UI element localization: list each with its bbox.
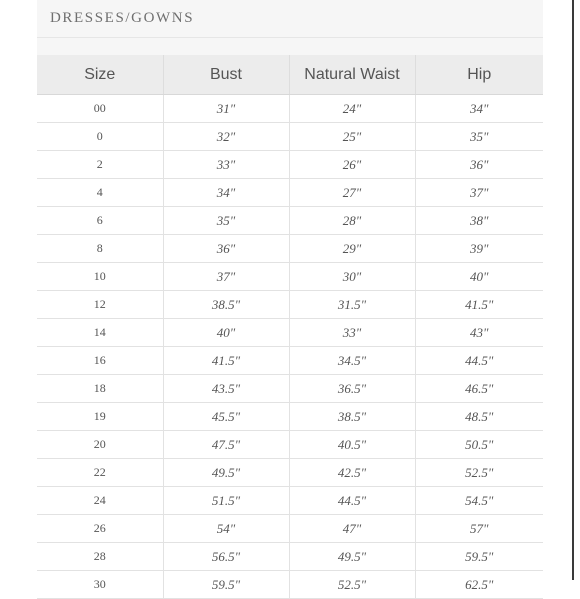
- bust-cell: 31": [163, 95, 289, 123]
- hip-cell: 52.5": [415, 459, 543, 487]
- natural-waist-cell: 25": [289, 123, 415, 151]
- natural-waist-cell: 30": [289, 263, 415, 291]
- size-cell: 19: [37, 403, 163, 431]
- hip-cell: 59.5": [415, 543, 543, 571]
- bust-cell: 59.5": [163, 571, 289, 599]
- size-cell: 18: [37, 375, 163, 403]
- table-row: [37, 179, 543, 207]
- size-cell: 26: [37, 515, 163, 543]
- size-chart-table: [37, 55, 543, 599]
- natural-waist-cell: 38.5": [289, 403, 415, 431]
- natural-waist-cell: 40.5": [289, 431, 415, 459]
- bust-cell: 54": [163, 515, 289, 543]
- header-size: Size: [37, 55, 163, 95]
- table-row: [37, 347, 543, 375]
- title-divider: [37, 37, 543, 38]
- size-cell: 6: [37, 207, 163, 235]
- table-row: [37, 151, 543, 179]
- natural-waist-cell: 27": [289, 179, 415, 207]
- header-bust: Bust: [163, 55, 289, 95]
- bust-cell: 36": [163, 235, 289, 263]
- bust-cell: 40": [163, 319, 289, 347]
- bust-cell: 37": [163, 263, 289, 291]
- size-cell: 20: [37, 431, 163, 459]
- natural-waist-cell: 33": [289, 319, 415, 347]
- table-row: [37, 95, 543, 123]
- natural-waist-cell: 52.5": [289, 571, 415, 599]
- size-cell: 24: [37, 487, 163, 515]
- natural-waist-cell: 29": [289, 235, 415, 263]
- hip-cell: 46.5": [415, 375, 543, 403]
- hip-cell: 36": [415, 151, 543, 179]
- hip-cell: 43": [415, 319, 543, 347]
- table-row: [37, 571, 543, 599]
- table-row: [37, 123, 543, 151]
- size-cell: 4: [37, 179, 163, 207]
- natural-waist-cell: 34.5": [289, 347, 415, 375]
- table-row: [37, 235, 543, 263]
- table-row: [37, 263, 543, 291]
- header-natural-waist: Natural Waist: [289, 55, 415, 95]
- hip-cell: 44.5": [415, 347, 543, 375]
- size-cell: 2: [37, 151, 163, 179]
- bust-cell: 38.5": [163, 291, 289, 319]
- size-cell: 8: [37, 235, 163, 263]
- hip-cell: 62.5": [415, 571, 543, 599]
- table-row: [37, 291, 543, 319]
- bust-cell: 41.5": [163, 347, 289, 375]
- hip-cell: 40": [415, 263, 543, 291]
- natural-waist-cell: 42.5": [289, 459, 415, 487]
- size-cell: 12: [37, 291, 163, 319]
- bust-cell: 43.5": [163, 375, 289, 403]
- right-margin: [543, 0, 580, 580]
- natural-waist-cell: 28": [289, 207, 415, 235]
- hip-cell: 34": [415, 95, 543, 123]
- table-row: [37, 375, 543, 403]
- table-row: [37, 403, 543, 431]
- natural-waist-cell: 26": [289, 151, 415, 179]
- natural-waist-cell: 24": [289, 95, 415, 123]
- scrollbar-track[interactable]: [572, 0, 574, 580]
- size-cell: 0: [37, 123, 163, 151]
- section-title: DRESSES/GOWNS: [50, 10, 195, 26]
- hip-cell: 39": [415, 235, 543, 263]
- header-hip: Hip: [415, 55, 543, 95]
- hip-cell: 57": [415, 515, 543, 543]
- natural-waist-cell: 47": [289, 515, 415, 543]
- hip-cell: 38": [415, 207, 543, 235]
- size-cell: 14: [37, 319, 163, 347]
- bust-cell: 51.5": [163, 487, 289, 515]
- table-row: [37, 515, 543, 543]
- table-row: [37, 459, 543, 487]
- table-row: [37, 487, 543, 515]
- hip-cell: 48.5": [415, 403, 543, 431]
- size-cell: 22: [37, 459, 163, 487]
- size-cell: 30: [37, 571, 163, 599]
- natural-waist-cell: 49.5": [289, 543, 415, 571]
- left-margin: [0, 0, 37, 580]
- natural-waist-cell: 36.5": [289, 375, 415, 403]
- natural-waist-cell: 44.5": [289, 487, 415, 515]
- table-row: [37, 543, 543, 571]
- size-chart-table-container: [37, 55, 543, 599]
- table-body: [37, 95, 543, 599]
- header-row: [37, 55, 543, 95]
- hip-cell: 35": [415, 123, 543, 151]
- bust-cell: 45.5": [163, 403, 289, 431]
- natural-waist-cell: 31.5": [289, 291, 415, 319]
- size-cell: 28: [37, 543, 163, 571]
- bust-cell: 34": [163, 179, 289, 207]
- size-cell: 16: [37, 347, 163, 375]
- hip-cell: 37": [415, 179, 543, 207]
- table-row: [37, 319, 543, 347]
- hip-cell: 50.5": [415, 431, 543, 459]
- size-cell: 00: [37, 95, 163, 123]
- bust-cell: 35": [163, 207, 289, 235]
- bust-cell: 49.5": [163, 459, 289, 487]
- table-header: [37, 55, 543, 95]
- bust-cell: 32": [163, 123, 289, 151]
- hip-cell: 41.5": [415, 291, 543, 319]
- table-row: [37, 431, 543, 459]
- bust-cell: 56.5": [163, 543, 289, 571]
- size-cell: 10: [37, 263, 163, 291]
- bust-cell: 47.5": [163, 431, 289, 459]
- hip-cell: 54.5": [415, 487, 543, 515]
- bust-cell: 33": [163, 151, 289, 179]
- table-row: [37, 207, 543, 235]
